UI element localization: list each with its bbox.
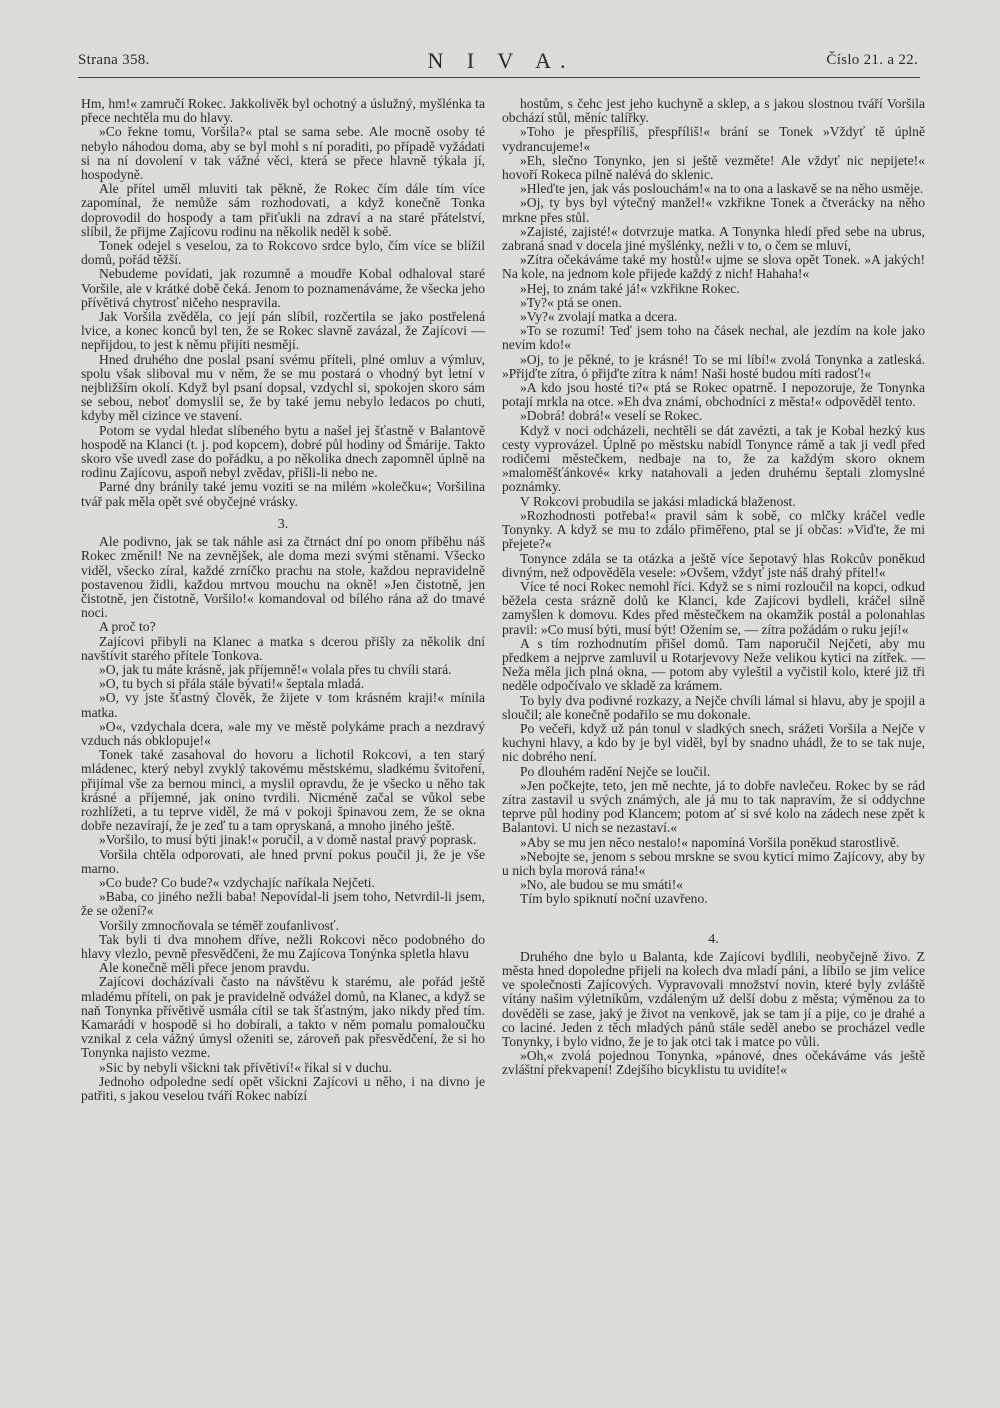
paragraph: Voršily zmnocňovala se téměř zoufanlivosť. [99,917,339,933]
right-column [502,97,925,1078]
paragraph: »Hleďte jen, jak vás poslouchám!« na to ona a laskavě se na něho usměje. [520,181,924,197]
paragraph: Hm, hm!« zamručí Rokec. Jakkolivěk byl ochotný a úslužný, myšlénka ta přece nechtěla mu do hlavy. [81,96,485,126]
issue-number: Číslo 21. a 22. [826,52,918,68]
paragraph: »O«, vzdychala dcera, »ale my ve městě polykáme prach a nezdravý vzduch nás obklopuje!« [81,718,485,748]
page-header [78,50,918,74]
left-column [81,97,485,1103]
paragraph: Jak Voršila zvěděla, co její pán slíbil, rozčertila se jako postřelená lvice, a konec konců byl ten, že se Rokec slavně zavázal, že Zajícovi — nepřijdou, to jest k němu přijíti nesmějí. [81,309,485,353]
paragraph: »Voršilo, to musí býti jinak!« poručil, a v domě nastal pravý poprask. [99,832,477,848]
paragraph: Když v noci odcházeli, nechtěli se dát zavézti, a tak je Kobal hezký kus cesty vyprovázel. Úplně po městsku nabídl Tonynce rámě a tak ji vedl před rodičemi městečkem, nedbaje na to, že za každým skoro oknem »maloměšťánkové« krky natahovali a jeden druhému šeptali zlomyslné poznámky. [502,422,925,495]
paragraph: »Baba, co jiného nežli baba! Nepovídal-li jsem toho, Netvrdil-li jsem, že se ožení?« [81,889,485,919]
paragraph: »O, jak tu máte krásně, jak příjemně!« volala přes tu chvíli stará. [99,661,452,677]
paragraph: »Dobrá! dobrá!« veselí se Rokec. [520,408,703,424]
right-column-part-1 [502,97,925,907]
paragraph: »Rozhodnosti potřeba!« pravil sám k sobě, co mlčky kráčel vedle Tonynky. A když se mu to zdálo přiměřeno, ptal se jí občas: »Viďte, že mi přejete?« [502,507,925,552]
paragraph: Parné dny bránily také jemu voziti se na milém »kolečku«; Voršilina tvář pak měla opět své obyčejné vrásky. [81,479,485,509]
paragraph: »Hej, to znám také já!« vzkřikne Rokec. [520,280,740,296]
left-column-part-1 [81,97,485,509]
paragraph: Po večeři, když už pán tonul v sladkých snech, srážeti Voršila a Nejče v kuchyni hlavy, a kdo by je byl viděl, byl by snadno uhádl, že to se tak nuje, nic dobrého není. [502,720,925,765]
paragraph: »O, vy jste šťastný člověk, že žijete v tom krásném kraji!« mínila matka. [81,690,485,720]
paragraph: Zajícovi docházívali často na návštěvu k starému, ale pořád ještě mladému příteli, on pak je pravidelně odvážel domů, na Klanec, a když se naň Tonynka přívětivě usmála cítil se tak šťastným, jako nikdy před tím. Kamarádi v hospodě si ho dobírali, a takto v něm pomalu pomaloučku vznikal z cela vážný úmysl oženiti se, zároveň pak přesvědčení, že si ho Tonynka najisto vezme. [81,974,485,1061]
paragraph: Voršila chtěla odporovati, ale hned první pokus poučil ji, že je vše marno. [81,846,485,876]
paragraph: »Oj, ty bys byl výtečný manžel!« vzkřikne Tonek a čtverácky na něho mrkne přes stůl. [502,195,925,225]
paragraph: »To se rozumí! Teď jsem toho na čásek nechal, ale jezdím na kole jako nevím kdo!« [502,323,925,353]
paragraph: Tím bylo spiknutí noční uzavřeno. [520,891,708,907]
paragraph: Potom se vydal hledat slíbeného bytu a našel jej šťastně v Balantově hospodě na Klanci (t. j. pod kopcem), dobré půl hodiny od Šmárije. Takto skoro vše uvedl zase do pořádku, a po několika dnech zapomněl úplně na rodinu Zajícovu, aspoň nebyl zvědav, přišli-li nebo ne. [81,422,485,481]
paragraph: »Zítra očekáváme také my hostů!« ujme se slova opět Tonek. »A jakých! Na kole, na jednom kole přijede každý z nich! Hahaha!« [502,252,925,282]
header-rule [78,77,920,78]
paragraph: »Oj, to je pěkné, to je krásné! To se mi líbí!« zvolá Tonynka a zatleská. »Přijďte zítra, ó přijďte zítra k nám! Naši hosté budou míti radosť!« [502,351,925,381]
paragraph: »Ty?« ptá se onen. [520,294,622,310]
paragraph: »Aby se mu jen něco nestalo!« napomíná Voršila poněkud starostlivě. [520,834,900,850]
section-gap [502,907,925,924]
paragraph: Ale podivno, jak se tak náhle asi za čtrnáct dní po onom příběhu náš Rokec změnil! Ne na zevnějšek, ale doma mezi svými stěnami. Všecko viděl, všecko zíral, každé zrníčko prachu na stole, každou nepravidelně postavenou židli, každou mrtvou mouchu na okně! »Jen čistotně, jen čistotně, jen čistotně, Voršilo!« komandoval od bílého rána až do tmavé noci. [81,534,485,621]
paragraph: Nebudeme povídati, jak rozumně a moudře Kobal odhaloval staré Voršile, ale v krátké době čeká. Jenom to poznamenáváme, že všecka jeho přívětivá chytrosť ničeho nespravila. [81,266,485,310]
paragraph: »Zajisté, zajisté!« dotvrzuje matka. A Tonynka hledí před sebe na ubrus, zabraná snad v docela jiné myšlénky, nežli v to, o čem se mluví, [502,223,925,254]
paragraph: »Jen počkejte, teto, jen mě nechte, já to dobře navlečeu. Rokec by se rád zítra zastavil u svých známých, ale já mu to tak napravím, že si oddychne teprve půl hodiny pod Klancem; potom ať si své kolo na zádech nese zpět k Balantovi. U nich se nezastaví.« [502,777,925,836]
paragraph: »Vy?« zvolají matka a dcera. [520,309,678,325]
paragraph: Po dlouhém radění Nejče se loučil. [520,763,711,779]
section-number-3: 3. [277,516,289,532]
paragraph: Zajícovi přibyli na Klanec a matka s dcerou přišly za několik dní navštívit starého přítele Tonkova. [81,633,485,663]
paragraph: »Oh,« zvolá pojednou Tonynka, »pánové, dnes očekáváme vás ještě zvláštní překvapení! Zdejšího bicyklistu tu uvidíte!« [502,1048,925,1078]
paragraph: Tak byli ti dva mnohem dříve, nežli Rokcovi něco podobného do hlavy vlezlo, pevně přesvědčeni, že mu Zajícova Tonýnka spletla hlavu [81,931,485,961]
paragraph: Tonynce zdála se ta otázka a ještě více šepotavý hlas Rokcův poněkud divným, než odpověděla vesele: »Ovšem, vždyť jste náš drahý přítel!« [502,550,925,580]
paragraph: Druhého dne bylo u Balanta, kde Zajícovi bydlili, neobyčejně živo. Z města hned dopoledne přijeli na kolech dva mladí páni, a líbilo se jim velice ve společnosti Zajícových. Vypravovali množství novin, které byly zvláště vítány našim výletníkům, vzdáleným už delší dobu z města; výměnou za to dověděli se zase, jaký je život na venkově, jak se tam jí a pije, co je drahé a co laciné. Jeden z těch mladých pánů stále seděl anebo se procházel vedle Tonynky, i bylo vidno, že je to jak otci tak i matce po vůli. [502,948,925,1049]
paragraph: Více té noci Rokec nemohl říci. Když se s nimi rozloučil na kopci, odkud běžela cesta srázně dolů ke Klanci, kde Zajícovi bydleli, kráčel silně zamyšlen k domovu. Kdes před městečkem na okamžik postál a polonahlas pravil: »Co musí býti, musí být! Ožením se, — zítra požádám o ruku její!« [502,578,925,637]
right-column-part-2 [502,950,925,1078]
paragraph: »Co bude? Co bude?« vzdychajíc naříkala Nejčeti. [99,874,375,890]
section-number-4: 4. [708,931,719,947]
paragraph: »O, tu bych si přála stále bývati!« šeptala mladá. [99,676,364,692]
paragraph: »No, ale budou se mu smáti!« [520,877,684,893]
paragraph: Jednoho odpoledne sedí opět všickni Zajícovi u něho, i na divno je patřiti, s jakou veselou tváří Rokec nabízí [81,1073,485,1104]
paragraph: Ale konečně měli přece jenom pravdu. [99,960,310,976]
paragraph: Tonek odejel s veselou, za to Rokcovo srdce bylo, čím více se blížil domů, pořád těžší. [81,238,485,268]
paragraph: Hned druhého dne poslal psaní svému příteli, plné omluv a výmluv, spolu však sliboval mu v něm, že se mu postará o vhodný byt letní v nejbližším okolí. Když byl psaní dopsal, vzdychl si, spokojen skoro sám se sebou, neboť domyslil se, že by také jemu nebylo ledacos po chuti, kdyby měl cizince ve stavení. [81,351,485,424]
left-column-part-2 [81,535,485,1103]
paragraph: hostům, s čehc jest jeho kuchyně a sklep, a s jakou slostnou tváří Voršila obchází stůl, měníc talířky. [502,96,925,126]
paragraph: A s tím rozhodnutím přišel domů. Tam naporučil Nejčeti, aby mu předkem a nejprve zamluvil u Rotarjevovy Neže velikou kytici na zítřek. — Neža měla jich plná okna, — potom aby vyleštil a vyčistil kolo, které již tři neděle odpočívalo ve skladě za krámem. [502,635,925,694]
paragraph: V Rokcovi probudila se jakási mladická blaženost. [520,493,796,509]
paragraph: To byly dva podivné rozkazy, a Nejče chvíli lámal si hlavu, aby je spojil a sloučil; ale konečně podařilo se mu dokonale. [502,692,925,722]
paragraph: Ale přítel uměl mluviti tak pěkně, že Rokec čím dále tím více zapomínal, že nemůže sám rozhodovati, a když konečně Tonka doprovodil do hospody a tam přiťukli na zdraví a na staré přátelství, slíbil, že přijme Zajícovu rodinu na několik neděl k sobě. [81,181,485,239]
paragraph: Tonek také zasahoval do hovoru a lichotil Rokcovi, a ten starý mládenec, který nebyl zvyklý takovému městskému, sladkému švitoření, přijímal vše za bernou minci, a myslil opravdu, že je všecko u něho tak krásné a příjemné, jak onino tvrdili. Nicméně začal se vůkol sebe rozhlížeti, a tu teprve viděl, že má v pokoji špinavou zem, že se okna dobře nezavírají, že je zeď tu a tam opryskaná, a mnoho jiného ještě. [81,747,485,834]
masthead-title: N I V A. [427,48,575,73]
page-number: Strana 358. [78,52,150,68]
paragraph: »Toho je přespříliš, přespříliš!« brání se Tonek »Vždyť tě úplně vydrancujeme!« [502,124,925,154]
paragraph: »Nebojte se, jenom s sebou mrskne se svou kyticí mimo Zajícovy, aby by u nich byla morová rána!« [502,848,925,878]
paragraph: »Eh, slečno Tonynko, jen si ještě vezměte! Ale vždyť nic nepijete!« hovoří Rokeca pilně nalévá do sklenic. [502,152,925,183]
paragraph: »Co řekne tomu, Voršila?« ptal se sama sebe. Ale mocně osoby té nebylo náhodou doma, aby se byl mohl s ní poraditi, po případě vyžádati si na ní dovolení v tak vážné věci, která se přece hlavně týkala jí, hospodyně. [81,124,485,183]
paragraph: »Sic by nebyli všickni tak přívětiví!« říkal si v duchu. [99,1059,392,1075]
paragraph: A proč to? [99,619,156,635]
paragraph: »A kdo jsou hosté ti?« ptá se Rokec opatrně. I nepozoruje, že Tonynka potají mrkla na otce. »Eh dva známí, obchodníci z města!« odpověděl tento. [502,380,925,410]
